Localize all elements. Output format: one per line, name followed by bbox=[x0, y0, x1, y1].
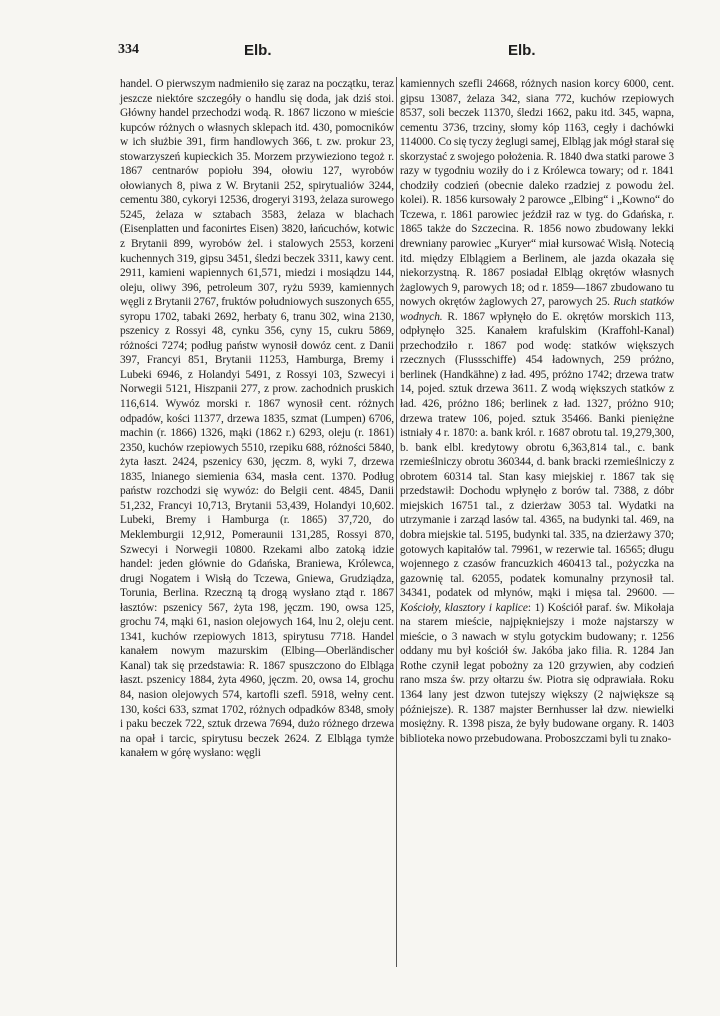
column-divider bbox=[396, 77, 397, 967]
page-number: 334 bbox=[118, 42, 139, 57]
left-column-text: handel. O pierwszym nadmieniło się zaraz na początku, teraz jeszcze niektóre szczegóły o handlu się doda, jak dziś stoi. Główny handel przechodzi wodą. R. 1867 liczono w mieście kupców różnych o własnych sklepach itd. 430, pomocników w ich służbie 391, firm handlowych 366, t. zw. prokur 23, stowarzyszeń kupieckich 35. Morzem przywieziono tegoż r. 1867 centnarów popiołu 394, ołowiu 127, wyrobów ołowianych 8, piwa z W. Brytanii 252, spirytualiów 3244, cementu 380, cykoryi 12536, drogeryi 3193, żelaza surowego 5245, żelaza w sztabach 3583, żelaza w blachach (Eisenplatten und faconirtes Eisen) 3820, łańcuchów, kotwic z Brytanii 899, wyrobów żel. i stalowych 2553, korzeni kuchennych 319, gipsu 3451, śledzi beczek 3311, kawy cent. 2911, kamieni wapiennych 61,571, miedzi i mosiądzu 144, oleju, oliwy 396, petroleum 307, ryżu 5939, kamiennych węgli z Brytanii 2767, fruktów południowych suszonych 655, syropu 1702, tabaki 2692, herbaty 6, tranu 302, wina 2130, pszenicy z Rossyi 48, cynku 356, cyny 15, cukru 5869, różności 7274; podług państw wynosił dowóz cent. z Danii 397, Francyi 851, Brytanii 11253, Hamburga, Bremy i Lubeki 6946, z Holandyi 5491, z Rossyi 103, Szwecyi i Norwegii 5121, Hiszpanii 277, z prow. zachodnich pruskich 116,614. Wywóz morski r. 1867 wynosił cent. różnych odpadów, kości 11377, drzewa 1835, szmat (Lumpen) 6706, machin (r. 1866) 1326, mąki (1862 r.) 6293, oleju (r. 1861) 2350, kuchów rzepiowych 5510, rzepiku 688, różności 5840, żyta łaszt. 2424, pszenicy 630, jęczm. 8, wyki 7, drzewa 1835, lnianego siemienia 634, masła cent. 1370. Podług państw rozchodzi się wywóz: do Belgii cent. 4845, Danii 51,232, Francyi 10,713, Brytanii 53,439, Holandyi 10,602. Lubeki, Bremy i Hamburga (r. 1865) 37,720, do Meklemburgii 12,912, Pomeraunii 131,285, Rossyi 870, Szwecyi i Norwegii 10800. Rzekami albo zatoką idzie handel: jeden głównie do Gdańska, Braniewa, Królewca, drugi Nogatem i Wisłą do Tczewa, Gniewa, Grudziądza, Torunia, Berlina. Rzeczną tą drogą wysłano ztąd r. 1867 łasztów: pszenicy 567, żyta 198, jęczm. 190, owsa 125, grochu 74, mąki 61, nasion olejowych 164, lnu 2, oleju cent. 1341, kuchów rzepiowych 1813, spirytusu 7718. Handel kanałem nowym mazurskim (Elbing—Oberländischer Kanal) tak się przedstawia: R. 1867 spuszczono do Elbląga łaszt. pszenicy 1884, żyta 4960, jęczm. 20, owsa 14, grochu 84, nasion olejowych 574, kartofli szefl. 5918, wełny cent. 130, kości 633, szmat 1702, różnych odpadków 8348, smoły i paku beczek 722, sztuk drzewa 7694, dużo różnego drzewa na opał i tarcic, spirytusu beczek 2624. Z Elbląga tymże kanałem w górę wysłano: węgli bbox=[120, 78, 394, 760]
running-head-left: Elb. bbox=[244, 42, 272, 59]
left-column bbox=[120, 77, 394, 761]
churches-heading: Kościoły, klasztory i kaplice bbox=[400, 601, 528, 614]
right-column-text bbox=[400, 77, 674, 746]
right-text-part-1: kamiennych szefli 24668, różnych nasion korcy 6000, cent. gipsu 13087, żelaza 342, siana 772, kuchów rzepiowych 8537, soli beczek 11370, śledzi 1662, paku itd. 345, wapna, cementu 3736, trzciny, słomy kóp 1163, cegły i dachówki 114000. Co się tyczy żeglugi samej, Elbląg jak mógł starał się skorzystać z swojego położenia. R. 1840 dwa statki parowe 3 razy w tygodniu woziły do i z Królewca towary; od r. 1841 chodziły codzień (obecnie daleko rzadziej z powodu żel. kolei). R. 1856 kursowały 2 parowce „Elbing“ i „Kowno“ do Tczewa, r. 1861 parowiec jeździł raz w tyg. do Gdańska, r. 1865 także do Szczecina. R. 1856 nowo zbudowany lekki drewniany parowiec „Kuryer“ miał kursować Wisłą. Notecią itd. między Elblągiem a Berlinem, ale jazda okazała się niekorzystną. R. 1867 posiadał Elbląg okrętów własnych żaglowych 9, parowych 18; od r. 1859—1867 zbudowano tu nowych okrętów żaglowych 27, parowych 25. bbox=[400, 78, 674, 309]
right-text-part-2: R. 1867 wpłynęło do E. okrętów morskich 113, odpłynęło 325. Kanałem krafulskim (Kraffohl-Kanal) przechodziło r. 1867 pod wodę: statków większych rzecznych (Flussschiffe) 454 ładownych, 259 próżno, berlinek (Handkähne) z ład. 495, próżno 1742; drzewa tratw 14, pojed. sztuk drzewa 3611. Z wodą większych statków z ład. 426, próżno 186; berlinek z ład. 1327, próżno 910; drzewa tratew 106, pojed. sztuk 35466. Banki pieniężne istniały 4 r. 1870: a. bank król. r. 1687 obrotu tal. 19,279,300, b. bank elbl. kredytowy obrotu 6,363,814 tal., c. bank rzemieślniczy obrotu 360344, d. bank bracki rzemieślniczy z obrotem 60314 tal. Stan kasy miejskiej r. 1867 tak się przedstawił: Dochodu wpłynęło z borów tal. 7388, z dóbr miejskich 16751 tal., z dzierżaw 3053 tal. Wydatki na utrzymanie i zarząd lasów tal. 4365, na budynki tal. 469, na dobra miejskie tal. 5195, budynki tal. 335, na dzierżawy 370; gotowych kapitałów tal. 79961, w rezerwie tal. 16565; długu wojennego z czasów francuzkich 460413 tal., pożyczka na gazownię tal. 62055, podatek komunalny przynosił tal. 34341, podatek od młynów, mąki i mięsa tal. 29600. — bbox=[400, 310, 674, 600]
page-header bbox=[118, 42, 670, 64]
right-column bbox=[400, 77, 674, 746]
ruch-heading: Ruch statków wodnych. bbox=[400, 296, 674, 323]
right-text-part-3: : 1) Kościół paraf. św. Mikołaja na starem mieście, najpiękniejszy i może najstarszy w mieście, o 3 nawach w stylu gotyckim budowany; r. 1256 oddany mu był kościół św. Jakóba jako filia. R. 1284 Jan Rothe czynił legat pobożny za 120 grzywien, aby codzień rano msza św. przy ołtarzu św. Piotra się odprawiała. Roku 1364 lany jest dzwon tutejszy większy (2 największe są późniejsze). R. 1387 majster Bernhusser lał dzw. niewielki mosiężny. R. 1398 pisza, że były budowane organy. R. 1403 biblioteka nowo przebudowana. Proboszczami byli tu znako- bbox=[400, 601, 674, 745]
running-head-right: Elb. bbox=[508, 42, 536, 59]
